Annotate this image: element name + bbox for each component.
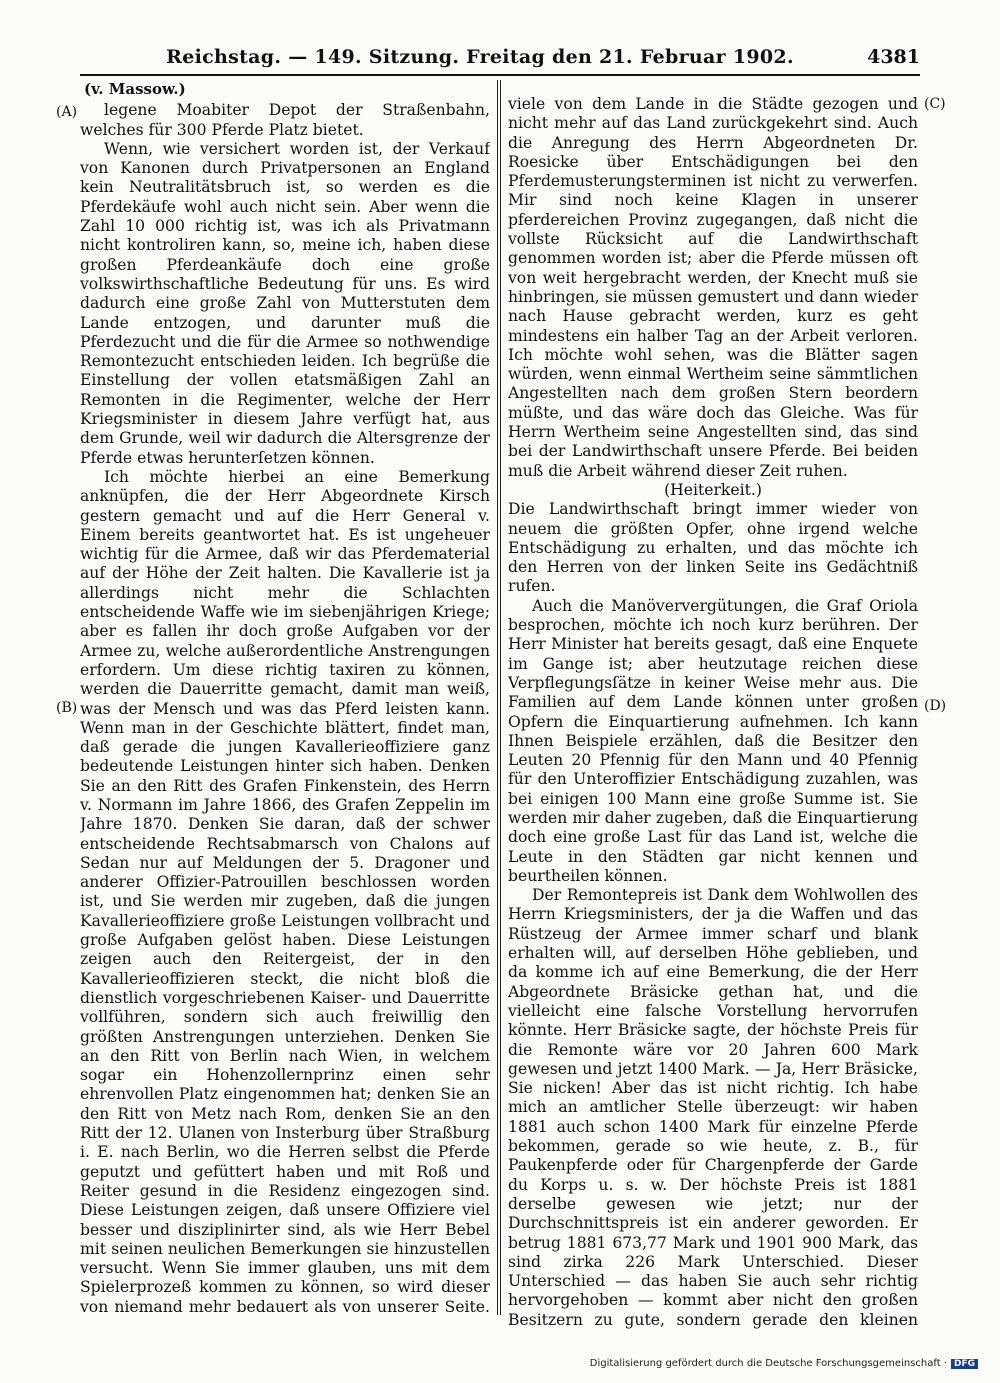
left-column — [80, 80, 490, 1315]
right-paragraph-2: Die Landwirthschaft bringt immer wieder von neuem die größten Opfer, ohne irgend welche Entschädigung zu erhalten, und das möchte ich den Herren von der linken Seite ins Gedächtniß rufen. — [508, 500, 918, 596]
interjection-heiterkeit: (Heiterkeit.) — [664, 480, 762, 499]
footer-text: Digitalisierung gefördert durch die Deutsche Forschungsgemeinschaft · — [589, 1358, 947, 1369]
speaker-label: (v. Massow.) — [84, 80, 186, 98]
left-paragraph-3: Ich möchte hierbei an eine Bemerkung anknüpfen, die der Herr Abgeordnete Kirsch gestern gemacht und auf die Herr General v. Einem bereits geantwortet hat. Es ist ungeheuer wichtig für die Armee, daß wir das Pferdematerial auf der Höhe der Zeit halten. Die Kavallerie ist ja allerdings nicht mehr die Schlachten entscheidende Waffe wie im siebenjährigen Kriege; aber es fallen ihr doch große Aufgaben vor der Armee zu, welche außerordentliche Anstrengungen erfordern. Um diese richtig taxiren zu können, werden die Dauerritte gemacht, damit man weiß, was der Mensch und was das Pferd leisten kann. Wenn man in der Geschichte blättert, findet man, daß gerade die jungen Kavallerieoffiziere ganz bedeutende Leistungen hinter sich haben. Denken Sie an den Ritt des Grafen Finkenstein, des Herrn v. Normann im Jahre 1866, des Grafen Zeppelin im Jahre 1870. Denken Sie daran, daß der schwer entscheidende Rechtsabmarsch von Chalons auf Sedan nur auf Meldungen der 5. Dragoner und anderer Offizier-Patrouillen beschlossen worden ist, und Sie werden mir zugeben, daß die jungen Kavallerieoffiziere große Leistungen vollbracht und große Aufgaben gelöst haben. Diese Leistungen zeigen auch den Reitergeist, der in den Kavallerieoffizieren steckt, die nicht bloß die dienstlich vorgeschriebenen Kaiser- und Dauerritte vollführen, sondern sich auch freiwillig den größten Anstrengungen unterziehen. Denken Sie an den Ritt von Berlin nach Wien, in welchem sogar ein Hohenzollernprinz einen sehr ehrenvollen Platz eingenommen hat; denken Sie an den Ritt von Metz nach Rom, denken Sie an den Ritt der 12. Ulanen von Insterburg über Straßburg i. E. nach Berlin, wo die Herren selbst die Pferde geputzt und gefüttert haben und mit Roß und Reiter gesund in die Residenz eingezogen sind. Diese Leistungen zeigen, daß unsere Offiziere viel besser und disziplinirter sind, als wie Herr Bebel mit seinen neulichen Bemerkungen sie hinzustellen versucht. Wenn Sie immer glauben, uns mit dem Spielerprozeß kommen zu können, so wird dieser von niemand mehr bedauert als von unserer Seite. — [80, 467, 490, 1315]
column-rule — [497, 80, 498, 1315]
margin-marker-b: (B) — [56, 700, 78, 716]
right-paragraph-4: Der Remontepreis ist Dank dem Wohlwollen des Herrn Kriegsministers, der ja die Waffen und das Rüstzeug der Armee immer scharf und blank erhalten will, auf derselben Höhe geblieben, und da komme ich auf eine Bemerkung, die der Herr Abgeordnete Bräsicke gethan hat, und die vielleicht eine falsche Vorstellung hervorrufen könnte. Herr Bräsicke sagte, der höchste Preis für die Remonte wäre vor 20 Jahren 600 Mark gewesen und jetzt 1400 Mark. — Ja, Herr Bräsicke, Sie nicken! Aber das ist nicht richtig. Ich habe mich an amtlicher Stelle überzeugt: wir haben 1881 auch schon 1400 Mark für einzelne Pferde bekommen, gerade so wie heute, z. B., für Paukenpferde oder für Chargenpferde der Garde du Korps u. s. w. Der höchste Preis ist 1881 derselbe gewesen wie jetzt; nur der Durchschnittspreis ist ein anderer geworden. Er betrug 1881 673,77 Mark und 1901 900 Mark, das sind zirka 226 Mark Unterschied. Dieser Unterschied — das haben Sie auch sehr richtig hervorgehoben — kommt aber nicht den großen Besitzern zu gute, sondern gerade den kleinen — [508, 886, 918, 1329]
left-paragraph-2: Wenn, wie versichert worden ist, der Verkauf von Kanonen durch Privatpersonen an England kein Neutralitätsbruch ist, so werden es die Pferdekäufe wohl auch nicht sein. Aber wenn die Zahl 10 000 richtig ist, was ich als Privatmann nicht kontroliren kann, so, meine ich, haben diese großen Pferdeankäufe doch eine große volkswirthschaftliche Bedeutung für uns. Es wird dadurch eine große Zahl von Mutterstuten dem Lande entzogen, und darunter muß die Pferdezucht und die für die Armee so nothwendige Remontezucht entschieden leiden. Ich begrüße die Einstellung der vollen etatsmäßigen Zahl an Remonten in die Regimenter, welche der Herr Kriegsminister in diesem Jahre verfügt hat, aus dem Grunde, weil wir dadurch die Altersgrenze der Pferde etwas herunterſetzen können. — [80, 139, 490, 467]
margin-marker-a: (A) — [56, 104, 78, 120]
digitization-footer — [590, 1358, 978, 1369]
page-number: 4381 — [867, 46, 920, 68]
margin-marker-c: (C) — [924, 96, 946, 112]
right-column — [508, 95, 918, 1330]
right-paragraph-1: viele von dem Lande in die Städte gezogen und nicht mehr auf das Land zurückgekehrt sind. Auch die Anregung des Herrn Abgeordneten Dr. Roesicke über Entschädigungen bei den Pferdemusterungsterminen ist nicht zu verwerfen. Mir sind noch keine Klagen in unserer pferdereichen Provinz zugegangen, daß nicht die vollste Rücksicht auf die Landwirthschaft genommen worden ist; aber die Pferde müssen oft von weit hergebracht werden, der Knecht muß sie hinbringen, sie müssen gemustert und dann wieder nach Hause gebracht werden, kurz es geht mindestens ein halber Tag an der Arbeit verloren. Ich möchte wohl sehen, was die Blätter sagen würden, wenn einmal Wertheim seine sämmtlichen Angestellten nach dem großen Stern beordern müßte, und das wäre doch das Gleiche. Was für Herrn Wertheim seine Angestellten sind, das sind bei der Landwirthschaft unsere Pferde. Bei beiden muß die Arbeit während dieser Zeit ruhen. — [508, 95, 918, 480]
header-title: Reichstag. — 149. Sitzung. Freitag den 21. Februar 1902. — [166, 46, 794, 68]
margin-marker-d: (D) — [924, 698, 947, 714]
left-paragraph-1: legene Moabiter Depot der Straßenbahn, welches für 300 Pferde Platz bietet. — [80, 101, 490, 139]
dfg-logo: DFG — [951, 1359, 978, 1369]
right-paragraph-3: Auch die Manöververgütungen, die Graf Oriola besprochen, möchte ich noch kurz berühren. Der Herr Minister hat bereits gesagt, daß eine Enquete im Gange ist; aber heutzutage reichen diese Verpflegungsſätze in keiner Weise mehr aus. Die Familien auf dem Lande können unter großen Opfern die Einquartierung aufnehmen. Ich kann Ihnen Beispiele erzählen, daß die Besitzer den Leuten 20 Pfennig für den Mann und 40 Pfennig für den Unteroffizier Entschädigung zuzahlen, was bei einigen 100 Mann eine große Summe ist. Sie werden mir daher zugeben, daß die Einquartierung doch eine große Last für das Land ist, welche die Leute in den Städten gar nicht kennen und beurtheilen können. — [508, 596, 918, 885]
column-rule-inner — [500, 80, 501, 1315]
page-header — [80, 44, 920, 76]
